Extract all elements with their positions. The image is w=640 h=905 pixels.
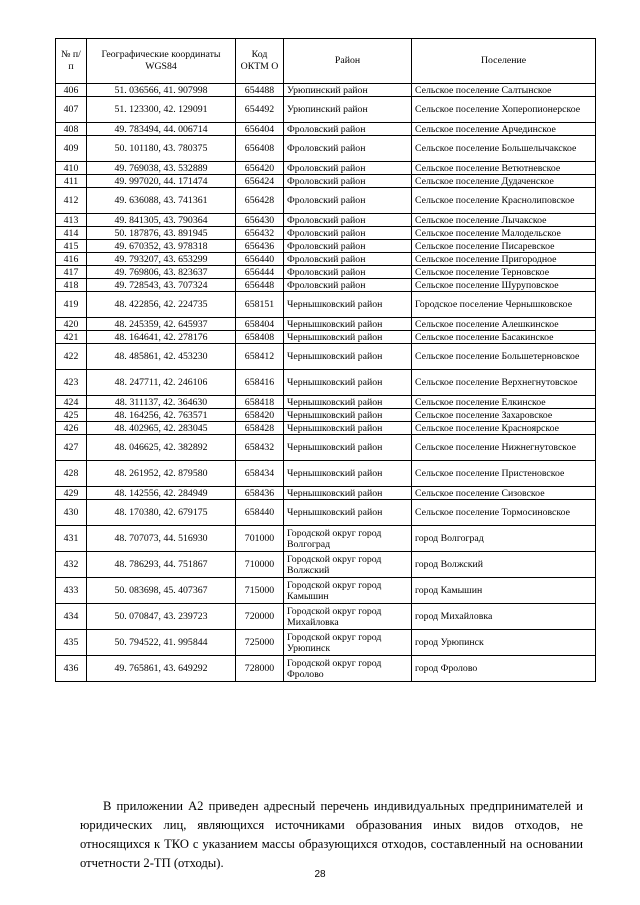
row-oktmo: 725000: [236, 630, 284, 656]
table-row: [56, 656, 596, 682]
row-oktmo: 656430: [236, 214, 284, 227]
row-coordinates: 49. 670352, 43. 978318: [87, 240, 236, 253]
table-row: [56, 435, 596, 461]
row-settlement: Сельское поселение Пристеновское: [412, 461, 596, 487]
row-oktmo: 656404: [236, 123, 284, 136]
row-district: Фроловский район: [284, 136, 412, 162]
row-district: Городской округ город Урюпинск: [284, 630, 412, 656]
row-oktmo: 656408: [236, 136, 284, 162]
row-number: 407: [56, 97, 87, 123]
row-settlement: Сельское поселение Красноярское: [412, 422, 596, 435]
row-oktmo: 701000: [236, 526, 284, 552]
row-oktmo: 658420: [236, 409, 284, 422]
row-district: Фроловский район: [284, 279, 412, 292]
row-district: Чернышковский район: [284, 461, 412, 487]
row-number: 423: [56, 370, 87, 396]
row-oktmo: 656424: [236, 175, 284, 188]
row-oktmo: 656444: [236, 266, 284, 279]
row-oktmo: 656432: [236, 227, 284, 240]
row-oktmo: 715000: [236, 578, 284, 604]
row-district: Фроловский район: [284, 253, 412, 266]
table-row: [56, 84, 596, 97]
row-oktmo: 656448: [236, 279, 284, 292]
table-row: [56, 175, 596, 188]
row-settlement: Сельское поселение Писаревское: [412, 240, 596, 253]
row-coordinates: 48. 261952, 42. 879580: [87, 461, 236, 487]
body-paragraph: [80, 797, 583, 873]
row-number: 406: [56, 84, 87, 97]
row-number: 427: [56, 435, 87, 461]
page-number: 28: [314, 869, 326, 880]
row-district: Городской округ город Камышин: [284, 578, 412, 604]
row-settlement: город Урюпинск: [412, 630, 596, 656]
row-coordinates: 50. 083698, 45. 407367: [87, 578, 236, 604]
table-row: [56, 604, 596, 630]
row-settlement: Сельское поселение Алешкинское: [412, 318, 596, 331]
row-settlement: Сельское поселение Верхнегнутовское: [412, 370, 596, 396]
row-settlement: Сельское поселение Ветютневское: [412, 162, 596, 175]
row-number: 421: [56, 331, 87, 344]
row-number: 412: [56, 188, 87, 214]
row-district: Фроловский район: [284, 188, 412, 214]
row-oktmo: 658408: [236, 331, 284, 344]
table-row: [56, 487, 596, 500]
row-number: 408: [56, 123, 87, 136]
row-settlement: город Волгоград: [412, 526, 596, 552]
row-coordinates: 48. 402965, 42. 283045: [87, 422, 236, 435]
row-district: Чернышковский район: [284, 500, 412, 526]
table-row: [56, 214, 596, 227]
row-district: Чернышковский район: [284, 370, 412, 396]
row-district: Городской округ город Михайловка: [284, 604, 412, 630]
row-settlement: Сельское поселение Терновское: [412, 266, 596, 279]
row-settlement: Сельское поселение Захаровское: [412, 409, 596, 422]
row-settlement: Сельское поселение Сизовское: [412, 487, 596, 500]
row-district: Городской округ город Волгоград: [284, 526, 412, 552]
row-district: Чернышковский район: [284, 422, 412, 435]
table-row: [56, 266, 596, 279]
row-number: 420: [56, 318, 87, 331]
row-oktmo: 656420: [236, 162, 284, 175]
row-settlement: Сельское поселение Басакинское: [412, 331, 596, 344]
row-coordinates: 49. 769038, 43. 532889: [87, 162, 236, 175]
row-settlement: Сельское поселение Дудаченское: [412, 175, 596, 188]
row-settlement: город Камышин: [412, 578, 596, 604]
row-settlement: Сельское поселение Лычакское: [412, 214, 596, 227]
row-oktmo: 720000: [236, 604, 284, 630]
table-row: [56, 136, 596, 162]
row-coordinates: 49. 728543, 43. 707324: [87, 279, 236, 292]
table-row: [56, 162, 596, 175]
row-district: Чернышковский район: [284, 318, 412, 331]
row-district: Чернышковский район: [284, 487, 412, 500]
row-coordinates: 50. 101180, 43. 780375: [87, 136, 236, 162]
row-number: 431: [56, 526, 87, 552]
row-oktmo: 658434: [236, 461, 284, 487]
row-settlement: город Волжский: [412, 552, 596, 578]
row-settlement: Сельское поселение Пригородное: [412, 253, 596, 266]
row-coordinates: 48. 170380, 42. 679175: [87, 500, 236, 526]
row-district: Чернышковский район: [284, 396, 412, 409]
row-coordinates: 48. 311137, 42. 364630: [87, 396, 236, 409]
row-number: 424: [56, 396, 87, 409]
row-district: Фроловский район: [284, 123, 412, 136]
table-row: [56, 188, 596, 214]
table-row: [56, 227, 596, 240]
row-settlement: город Михайловка: [412, 604, 596, 630]
table-row: [56, 500, 596, 526]
row-number: 418: [56, 279, 87, 292]
row-coordinates: 48. 485861, 42. 453230: [87, 344, 236, 370]
row-number: 419: [56, 292, 87, 318]
row-settlement: Сельское поселение Большетерновское: [412, 344, 596, 370]
row-coordinates: 49. 636088, 43. 741361: [87, 188, 236, 214]
table-row: [56, 409, 596, 422]
row-number: 425: [56, 409, 87, 422]
row-number: 417: [56, 266, 87, 279]
row-coordinates: 48. 707073, 44. 516930: [87, 526, 236, 552]
row-coordinates: 48. 422856, 42. 224735: [87, 292, 236, 318]
row-oktmo: 656440: [236, 253, 284, 266]
row-settlement: Сельское поселение Тормосиновское: [412, 500, 596, 526]
header-coordinates: Географические координаты WGS84: [87, 39, 236, 84]
table-row: [56, 331, 596, 344]
header-oktmo: Код ОКТМ О: [236, 39, 284, 84]
row-number: 434: [56, 604, 87, 630]
row-number: 410: [56, 162, 87, 175]
row-oktmo: 658428: [236, 422, 284, 435]
row-coordinates: 51. 036566, 41. 907998: [87, 84, 236, 97]
row-coordinates: 49. 793207, 43. 653299: [87, 253, 236, 266]
row-district: Чернышковский район: [284, 344, 412, 370]
row-number: 413: [56, 214, 87, 227]
row-settlement: Городское поселение Чернышковское: [412, 292, 596, 318]
row-coordinates: 49. 765861, 43. 649292: [87, 656, 236, 682]
row-coordinates: 48. 046625, 42. 382892: [87, 435, 236, 461]
row-number: 436: [56, 656, 87, 682]
row-oktmo: 656428: [236, 188, 284, 214]
row-number: 433: [56, 578, 87, 604]
row-district: Городской округ город Фролово: [284, 656, 412, 682]
row-settlement: Сельское поселение Большелычакское: [412, 136, 596, 162]
table-row: [56, 552, 596, 578]
row-oktmo: 728000: [236, 656, 284, 682]
row-settlement: Сельское поселение Арчединское: [412, 123, 596, 136]
row-oktmo: 658416: [236, 370, 284, 396]
row-coordinates: 49. 841305, 43. 790364: [87, 214, 236, 227]
row-coordinates: 48. 142556, 42. 284949: [87, 487, 236, 500]
row-oktmo: 658440: [236, 500, 284, 526]
row-oktmo: 710000: [236, 552, 284, 578]
row-district: Фроловский район: [284, 240, 412, 253]
row-district: Чернышковский район: [284, 331, 412, 344]
row-district: Урюпинский район: [284, 97, 412, 123]
row-settlement: Сельское поселение Краснолиповское: [412, 188, 596, 214]
row-coordinates: 50. 794522, 41. 995844: [87, 630, 236, 656]
paragraph-text: В приложении А2 приведен адресный перечень индивидуальных предпринимателей и юридических лиц, являющихся источниками образования иных видов отходов, не относящихся к ТКО с указанием массы образующихся отходов, составленный на основании отчетности 2-ТП (отходы).: [80, 799, 583, 870]
row-oktmo: 654492: [236, 97, 284, 123]
row-number: 428: [56, 461, 87, 487]
row-number: 411: [56, 175, 87, 188]
row-district: Чернышковский район: [284, 409, 412, 422]
row-district: Фроловский район: [284, 175, 412, 188]
row-oktmo: 658151: [236, 292, 284, 318]
row-district: Фроловский район: [284, 227, 412, 240]
row-number: 432: [56, 552, 87, 578]
table-row: [56, 370, 596, 396]
row-district: Чернышковский район: [284, 292, 412, 318]
table-row: [56, 526, 596, 552]
row-number: 422: [56, 344, 87, 370]
row-district: Урюпинский район: [284, 84, 412, 97]
table-row: [56, 630, 596, 656]
table-row: [56, 292, 596, 318]
table-header-row: [56, 39, 596, 84]
header-num: № п/п: [56, 39, 87, 84]
row-district: Городской округ город Волжский: [284, 552, 412, 578]
table-row: [56, 123, 596, 136]
row-oktmo: 658432: [236, 435, 284, 461]
table-row: [56, 578, 596, 604]
table-row: [56, 279, 596, 292]
row-oktmo: 654488: [236, 84, 284, 97]
row-oktmo: 658412: [236, 344, 284, 370]
row-settlement: Сельское поселение Малодельское: [412, 227, 596, 240]
row-coordinates: 49. 783494, 44. 006714: [87, 123, 236, 136]
row-number: 435: [56, 630, 87, 656]
header-settlement: Поселение: [412, 39, 596, 84]
row-number: 415: [56, 240, 87, 253]
row-district: Чернышковский район: [284, 435, 412, 461]
row-number: 426: [56, 422, 87, 435]
table-row: [56, 344, 596, 370]
row-number: 416: [56, 253, 87, 266]
table-row: [56, 461, 596, 487]
row-oktmo: 656436: [236, 240, 284, 253]
row-number: 414: [56, 227, 87, 240]
row-coordinates: 48. 164256, 42. 763571: [87, 409, 236, 422]
row-settlement: Сельское поселение Нижнегнутовское: [412, 435, 596, 461]
row-oktmo: 658404: [236, 318, 284, 331]
settlements-table: [55, 38, 596, 682]
row-coordinates: 48. 164641, 42. 278176: [87, 331, 236, 344]
table-row: [56, 318, 596, 331]
row-settlement: Сельское поселение Шуруповское: [412, 279, 596, 292]
row-coordinates: 48. 245359, 42. 645937: [87, 318, 236, 331]
row-coordinates: 49. 997020, 44. 171474: [87, 175, 236, 188]
row-number: 430: [56, 500, 87, 526]
table-row: [56, 97, 596, 123]
row-coordinates: 50. 187876, 43. 891945: [87, 227, 236, 240]
row-district: Фроловский район: [284, 266, 412, 279]
table-row: [56, 396, 596, 409]
row-number: 409: [56, 136, 87, 162]
row-settlement: Сельское поселение Елкинское: [412, 396, 596, 409]
row-settlement: город Фролово: [412, 656, 596, 682]
row-settlement: Сельское поселение Хоперопионерское: [412, 97, 596, 123]
row-coordinates: 50. 070847, 43. 239723: [87, 604, 236, 630]
row-coordinates: 49. 769806, 43. 823637: [87, 266, 236, 279]
row-oktmo: 658436: [236, 487, 284, 500]
row-coordinates: 48. 247711, 42. 246106: [87, 370, 236, 396]
row-district: Фроловский район: [284, 214, 412, 227]
table-row: [56, 240, 596, 253]
row-number: 429: [56, 487, 87, 500]
row-coordinates: 51. 123300, 42. 129091: [87, 97, 236, 123]
row-settlement: Сельское поселение Салтынское: [412, 84, 596, 97]
row-district: Фроловский район: [284, 162, 412, 175]
table-row: [56, 422, 596, 435]
table-body: [56, 84, 596, 682]
table-row: [56, 253, 596, 266]
row-coordinates: 48. 786293, 44. 751867: [87, 552, 236, 578]
header-district: Район: [284, 39, 412, 84]
row-oktmo: 658418: [236, 396, 284, 409]
